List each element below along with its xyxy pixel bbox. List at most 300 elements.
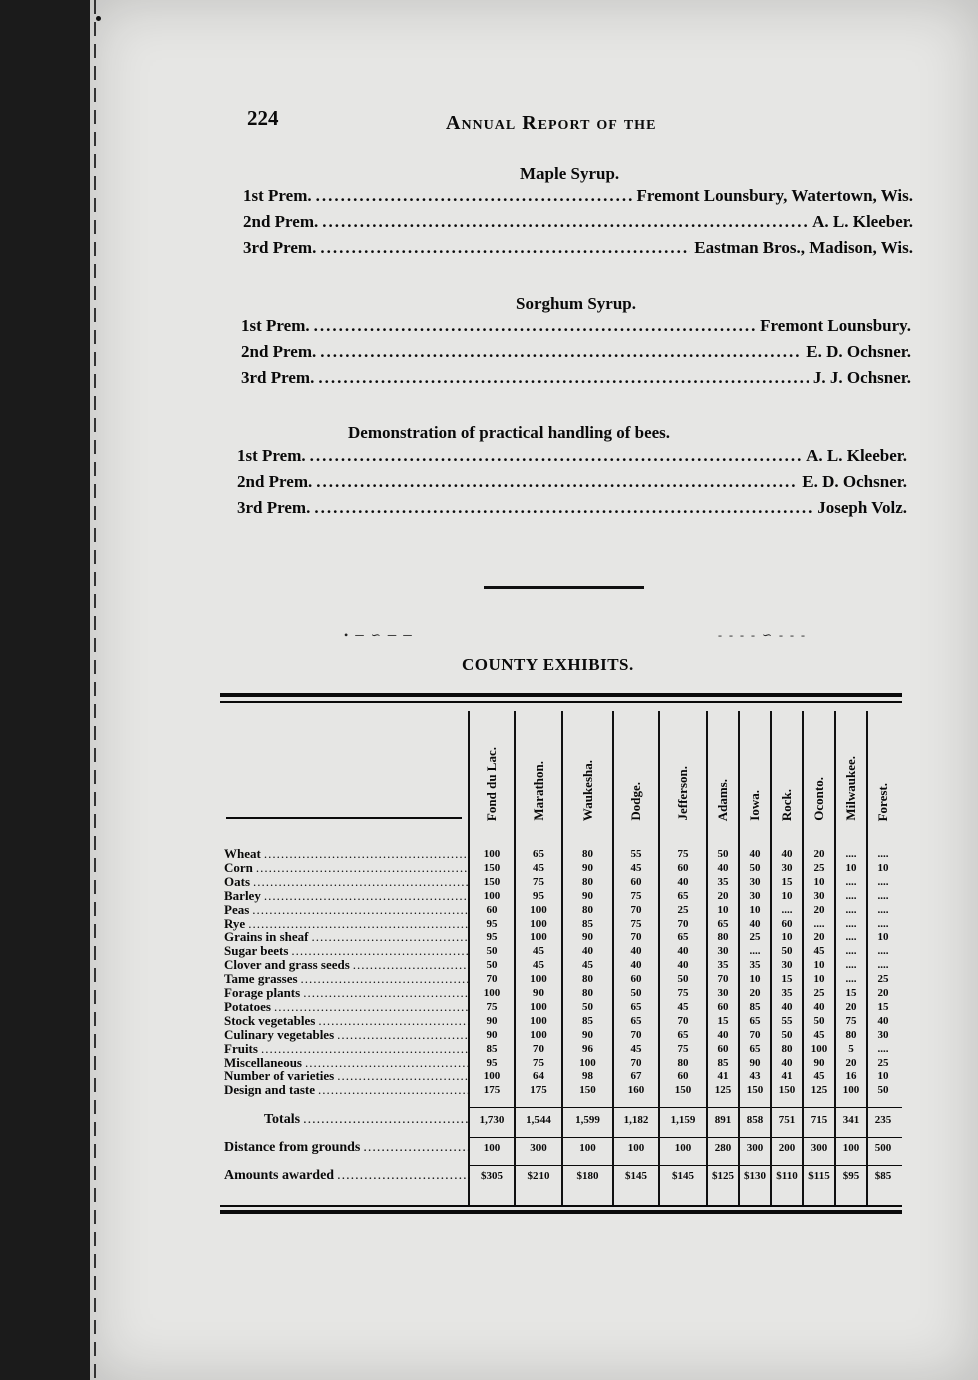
summary-cell: 1,544 — [526, 1114, 551, 1126]
section-title-maple-syrup: Maple Syrup. — [520, 164, 620, 183]
premium-row — [241, 316, 911, 336]
table-cell: 60 — [630, 876, 642, 888]
column-header — [571, 711, 605, 821]
table-cell: 96 — [582, 1043, 593, 1055]
table-cell: 80 — [582, 876, 593, 888]
premium-label: 3rd Prem. — [243, 238, 317, 257]
summary-cell: 1,182 — [623, 1114, 649, 1126]
table-cell: 5 — [848, 1043, 854, 1055]
leader-dots — [316, 472, 798, 492]
table-cell: 43 — [749, 1070, 761, 1082]
table-row-label: Number of varieties ..... — [224, 1069, 470, 1083]
premium-label: 1st Prem. — [237, 446, 306, 465]
premium-row — [243, 212, 913, 232]
table-cell: 70 — [630, 1057, 642, 1069]
table-cell: 100 — [530, 904, 547, 916]
premium-label: 3rd Prem. — [237, 498, 311, 517]
table-cell: 150 — [674, 1084, 692, 1096]
table-row-label: Grains in sheaf ..... — [224, 930, 470, 944]
section-divider — [484, 586, 644, 589]
table-cell: 35 — [781, 987, 793, 999]
table-cell: 10 — [749, 973, 761, 985]
leader-dots — [314, 498, 813, 518]
summary-cell: 100 — [579, 1142, 596, 1154]
table-cell: 90 — [749, 1057, 761, 1069]
table-cell: 10 — [749, 904, 761, 916]
table-cell: 40 — [781, 1001, 793, 1013]
table-cell: 95 — [533, 890, 544, 902]
table-cell: .... — [877, 848, 889, 860]
table-cell: 41 — [717, 1070, 729, 1082]
summary-cell: $115 — [808, 1170, 830, 1182]
table-cell: 100 — [483, 987, 501, 999]
table-cell: 70 — [717, 973, 729, 985]
table-cell: 50 — [486, 959, 498, 971]
table-cell: 150 — [579, 1084, 596, 1096]
table-cell: 40 — [781, 1057, 793, 1069]
table-row-label: Potatoes ..... — [224, 1000, 470, 1014]
table-cell: 30 — [717, 987, 729, 999]
table-row-label: Miscellaneous ..... — [224, 1056, 470, 1070]
table-cell: 100 — [483, 848, 501, 860]
table-row-label: Stock vegetables ..... — [224, 1014, 470, 1028]
leader-dots — [322, 212, 808, 232]
table-cell: .... — [877, 890, 889, 902]
summary-cell: $210 — [527, 1170, 550, 1182]
table-cell: 65 — [630, 1001, 642, 1013]
table-cell: 175 — [530, 1084, 547, 1096]
table-cell: 50 — [677, 973, 689, 985]
table-cell: .... — [845, 959, 857, 971]
table-cell: .... — [749, 945, 761, 957]
table-cell: 10 — [781, 890, 793, 902]
print-bleed-mark: - - - - ∽ - - - — [718, 628, 808, 642]
table-cell: 100 — [810, 1043, 828, 1055]
leader-dots — [320, 238, 690, 258]
table-cell: 30 — [781, 959, 793, 971]
summary-cell: 100 — [674, 1142, 692, 1154]
table-row-label: Wheat ..... — [224, 847, 470, 861]
table-cell: 150 — [483, 862, 501, 874]
summary-cell: $125 — [712, 1170, 734, 1182]
column-header-label: Milwaukee. — [843, 756, 858, 821]
table-cell: 45 — [813, 1070, 825, 1082]
table-cell: 90 — [486, 1029, 498, 1041]
summary-row-label: Totals ..... — [224, 1113, 470, 1127]
premium-label: 1st Prem. — [243, 186, 312, 205]
table-cell: 25 — [877, 973, 889, 985]
table-cell: 30 — [813, 890, 825, 902]
table-cell: .... — [845, 945, 857, 957]
premium-row — [241, 342, 911, 362]
premium-row — [237, 498, 907, 518]
table-cell: 40 — [582, 945, 593, 957]
table-row-label: Peas ..... — [224, 903, 470, 917]
column-header-label: Forest. — [875, 782, 890, 821]
table-row-label: Barley ..... — [224, 889, 470, 903]
table-cell: 80 — [781, 1043, 793, 1055]
summary-cell: 1,159 — [670, 1114, 696, 1126]
table-cell: 85 — [717, 1057, 729, 1069]
table-cell: 100 — [483, 890, 501, 902]
table-cell: 30 — [749, 876, 761, 888]
table-cell: 80 — [717, 931, 729, 943]
table-cell: .... — [845, 848, 857, 860]
premium-winner: A. L. Kleeber. — [806, 446, 907, 465]
table-cell: 30 — [877, 1029, 889, 1041]
table-cell: 50 — [781, 945, 793, 957]
table-bottom-rule — [220, 1210, 902, 1214]
table-cell: 30 — [717, 945, 729, 957]
table-cell: .... — [845, 973, 857, 985]
leader-dots — [316, 186, 633, 206]
column-header — [738, 711, 772, 821]
table-cell: 40 — [781, 848, 793, 860]
summary-cell: 1,599 — [575, 1114, 600, 1126]
page-number: 224 — [247, 106, 279, 130]
table-cell: 65 — [677, 1029, 689, 1041]
column-header — [834, 711, 868, 821]
table-cell: 41 — [781, 1070, 793, 1082]
table-cell: 15 — [717, 1015, 729, 1027]
table-cell: 10 — [813, 973, 825, 985]
column-header-label: Waukesha. — [579, 759, 595, 821]
table-cell: 70 — [533, 1043, 544, 1055]
summary-cell: 1,730 — [479, 1114, 505, 1126]
table-cell: 50 — [630, 987, 642, 999]
summary-cell: 235 — [874, 1114, 892, 1126]
column-header — [619, 711, 653, 821]
table-cell: 35 — [749, 959, 761, 971]
leader-dots — [314, 316, 757, 336]
table-cell: 50 — [877, 1084, 889, 1096]
table-cell: .... — [877, 1043, 889, 1055]
table-cell: 35 — [717, 959, 729, 971]
table-cell: 50 — [582, 1001, 593, 1013]
summary-cell: $110 — [776, 1170, 798, 1182]
summary-cell: $95 — [842, 1170, 860, 1182]
table-cell: 70 — [677, 918, 689, 930]
table-cell: 45 — [677, 1001, 689, 1013]
premium-label: 2nd Prem. — [241, 342, 317, 361]
table-cell: 95 — [486, 931, 498, 943]
table-cell: .... — [845, 931, 857, 943]
summary-cell: 500 — [874, 1142, 892, 1154]
table-cell: 50 — [749, 862, 761, 874]
table-row-label: Clover and grass seeds ..... — [224, 958, 470, 972]
table-cell: 65 — [677, 890, 689, 902]
premium-winner: Joseph Volz. — [817, 498, 907, 517]
table-cell: 50 — [813, 1015, 825, 1027]
table-row-label: Fruits ..... — [224, 1042, 470, 1056]
summary-cell: 891 — [714, 1114, 732, 1126]
table-cell: 85 — [486, 1043, 498, 1055]
table-cell: 60 — [781, 918, 793, 930]
table-cell: 75 — [845, 1015, 857, 1027]
table-cell: 60 — [677, 1070, 689, 1082]
summary-cell: 300 — [746, 1142, 764, 1154]
table-cell: 65 — [677, 931, 689, 943]
table-cell: 67 — [630, 1070, 642, 1082]
column-header — [706, 711, 740, 821]
table-cell: .... — [845, 904, 857, 916]
table-cell: .... — [877, 876, 889, 888]
column-header — [475, 711, 509, 821]
table-row-label: Design and taste ..... — [224, 1083, 470, 1097]
table-cell: .... — [845, 890, 857, 902]
summary-cell: 100 — [483, 1142, 501, 1154]
table-cell: 100 — [530, 1015, 547, 1027]
table-cell: .... — [877, 945, 889, 957]
table-cell: 75 — [677, 848, 689, 860]
premium-row — [243, 186, 913, 206]
table-cell: 55 — [781, 1015, 793, 1027]
table-cell: 65 — [749, 1015, 761, 1027]
table-cell: 100 — [579, 1057, 596, 1069]
section-title-demonstration: Demonstration of practical handling of bees. — [348, 423, 671, 442]
column-header-label: Iowa. — [747, 790, 762, 821]
table-cell: 90 — [582, 931, 593, 943]
table-cell: 65 — [749, 1043, 761, 1055]
table-cell: .... — [781, 904, 793, 916]
table-cell: 15 — [845, 987, 857, 999]
table-cell: 40 — [677, 876, 689, 888]
column-header-label: Rock. — [779, 788, 794, 821]
table-cell: 25 — [813, 862, 825, 874]
table-cell: 20 — [749, 987, 761, 999]
table-row-label: Corn ..... — [224, 861, 470, 875]
table-cell: 175 — [483, 1084, 501, 1096]
table-cell: 95 — [486, 918, 498, 930]
table-cell: 90 — [533, 987, 544, 999]
table-cell: 50 — [717, 848, 729, 860]
table-cell: 40 — [717, 1029, 729, 1041]
table-cell: 20 — [845, 1001, 857, 1013]
table-cell: 15 — [877, 1001, 889, 1013]
county-exhibits-table — [220, 693, 902, 1218]
table-cell: 95 — [486, 1057, 498, 1069]
summary-cell: $85 — [874, 1170, 892, 1182]
table-cell: 90 — [486, 1015, 498, 1027]
table-cell: 55 — [630, 848, 642, 860]
summary-cell: 300 — [810, 1142, 828, 1154]
summary-cell: $180 — [576, 1170, 599, 1182]
table-cell: .... — [813, 918, 825, 930]
table-cell: 60 — [630, 973, 642, 985]
table-cell: 45 — [533, 862, 544, 874]
table-top-rule-thin — [220, 701, 902, 703]
summary-row-label: Distance from grounds ..... — [224, 1141, 470, 1155]
premium-winner: J. J. Ochsner. — [812, 368, 911, 387]
table-cell: 50 — [486, 945, 498, 957]
table-cell: 20 — [845, 1057, 857, 1069]
table-cell: 60 — [486, 904, 498, 916]
column-header-label: Jefferson. — [675, 766, 690, 821]
column-header — [802, 711, 836, 821]
table-cell: 90 — [582, 862, 593, 874]
column-header-label: Dodge. — [628, 782, 643, 821]
summary-cell: 751 — [778, 1114, 796, 1126]
table-cell: 30 — [749, 890, 761, 902]
table-cell: 40 — [749, 918, 761, 930]
table-cell: 65 — [533, 848, 544, 860]
header-bottom-rule — [226, 817, 462, 819]
table-cell: 65 — [717, 918, 729, 930]
table-cell: 45 — [813, 945, 825, 957]
table-cell: 45 — [630, 1043, 642, 1055]
table-cell: 16 — [845, 1070, 857, 1082]
table-row-label: Culinary vegetables ..... — [224, 1028, 470, 1042]
table-cell: 75 — [630, 918, 642, 930]
summary-cell: 715 — [810, 1114, 828, 1126]
table-cell: 75 — [486, 1001, 498, 1013]
table-cell: 10 — [877, 931, 889, 943]
premium-winner: A. L. Kleeber. — [812, 212, 913, 231]
table-cell: 85 — [749, 1001, 761, 1013]
summary-cell: $305 — [481, 1170, 503, 1182]
table-cell: 100 — [842, 1084, 860, 1096]
table-cell: 85 — [582, 1015, 593, 1027]
premium-row — [237, 472, 907, 492]
column-header-label: Fond du Lac. — [484, 746, 499, 821]
binding-dot — [96, 16, 101, 21]
running-head: Annual Report of the — [446, 112, 657, 134]
table-cell: 70 — [630, 1029, 642, 1041]
column-header — [770, 711, 804, 821]
table-cell: 160 — [627, 1084, 645, 1096]
summary-cell: 100 — [842, 1142, 860, 1154]
table-cell: 90 — [813, 1057, 825, 1069]
table-cell: 40 — [630, 945, 642, 957]
table-cell: 45 — [582, 959, 593, 971]
table-cell: 125 — [810, 1084, 828, 1096]
table-cell: 10 — [717, 904, 729, 916]
summary-cell: 341 — [842, 1114, 860, 1126]
amounts-rule — [468, 1165, 902, 1166]
table-cell: 60 — [717, 1043, 729, 1055]
table-cell: .... — [845, 918, 857, 930]
table-cell: 25 — [677, 904, 689, 916]
table-cell: 40 — [717, 862, 729, 874]
table-cell: 20 — [877, 987, 889, 999]
table-cell: 40 — [877, 1015, 889, 1027]
premium-label: 2nd Prem. — [237, 472, 313, 491]
column-header-label: Adams. — [715, 778, 730, 821]
table-cell: 10 — [813, 876, 825, 888]
table-cell: 25 — [877, 1057, 889, 1069]
table-cell: 45 — [630, 862, 642, 874]
distance-rule — [468, 1137, 902, 1138]
print-bleed-mark: • ─ ∽ ─ ─ — [344, 628, 414, 642]
table-cell: 100 — [530, 1029, 547, 1041]
table-cell: 40 — [677, 945, 689, 957]
table-cell: 45 — [813, 1029, 825, 1041]
summary-cell: $130 — [744, 1170, 766, 1182]
table-cell: 15 — [781, 973, 793, 985]
summary-cell: 858 — [746, 1114, 764, 1126]
table-cell: 10 — [877, 862, 889, 874]
table-cell: 90 — [582, 890, 593, 902]
table-cell: .... — [877, 959, 889, 971]
table-cell: 80 — [677, 1057, 689, 1069]
column-header — [666, 711, 700, 821]
table-cell: 40 — [677, 959, 689, 971]
table-cell: 64 — [533, 1070, 544, 1082]
table-cell: 125 — [714, 1084, 732, 1096]
summary-cell: $145 — [672, 1170, 694, 1182]
table-row-label: Tame grasses ..... — [224, 972, 470, 986]
table-cell: 40 — [813, 1001, 825, 1013]
premium-winner: E. D. Ochsner. — [802, 472, 907, 491]
summary-cell: 200 — [778, 1142, 796, 1154]
table-cell: 20 — [813, 904, 825, 916]
table-cell: 45 — [533, 945, 544, 957]
section-title-sorghum-syrup: Sorghum Syrup. — [516, 294, 636, 313]
leader-dots — [320, 342, 802, 362]
table-cell: 70 — [677, 1015, 689, 1027]
table-cell: 100 — [530, 1001, 547, 1013]
table-cell: 75 — [677, 1043, 689, 1055]
table-cell: 75 — [630, 890, 642, 902]
premium-label: 1st Prem. — [241, 316, 310, 335]
table-cell: 80 — [582, 904, 593, 916]
table-top-rule — [220, 693, 902, 697]
table-row-label: Rye ..... — [224, 917, 470, 931]
premium-winner: Fremont Lounsbury. — [760, 316, 911, 335]
table-cell: 50 — [781, 1029, 793, 1041]
table-cell: 45 — [533, 959, 544, 971]
table-cell: 70 — [630, 931, 642, 943]
table-cell: 65 — [630, 1015, 642, 1027]
table-cell: 90 — [582, 1029, 593, 1041]
summary-row-label: Amounts awarded ..... — [224, 1169, 470, 1183]
leader-dots — [318, 368, 809, 388]
table-cell: 25 — [813, 987, 825, 999]
table-cell: 60 — [677, 862, 689, 874]
leader-dots — [310, 446, 803, 466]
table-cell: 35 — [717, 876, 729, 888]
premium-winner: E. D. Ochsner. — [806, 342, 911, 361]
table-cell: 20 — [813, 931, 825, 943]
table-cell: 10 — [877, 1070, 889, 1082]
table-cell: 60 — [717, 1001, 729, 1013]
table-row-label: Forage plants ..... — [224, 986, 470, 1000]
table-cell: 25 — [749, 931, 761, 943]
summary-cell: 100 — [627, 1142, 645, 1154]
table-cell: 80 — [582, 848, 593, 860]
table-bottom-rule-thin — [220, 1205, 902, 1207]
column-header-label: Marathon. — [530, 761, 546, 821]
table-cell: 10 — [781, 931, 793, 943]
table-cell: 70 — [486, 973, 498, 985]
table-cell: 80 — [845, 1029, 857, 1041]
premium-row — [243, 238, 913, 258]
table-cell: 75 — [677, 987, 689, 999]
premium-row — [237, 446, 907, 466]
table-cell: 10 — [813, 959, 825, 971]
table-cell: 80 — [582, 987, 593, 999]
table-row-label: Sugar beets ..... — [224, 944, 470, 958]
totals-rule — [468, 1107, 902, 1108]
table-cell: 20 — [813, 848, 825, 860]
table-cell: 80 — [582, 973, 593, 985]
column-header — [522, 711, 556, 821]
table-cell: 70 — [630, 904, 642, 916]
table-cell: 30 — [781, 862, 793, 874]
table-title: COUNTY EXHIBITS. — [462, 655, 634, 674]
summary-cell: 300 — [530, 1142, 547, 1154]
table-cell: 150 — [746, 1084, 764, 1096]
